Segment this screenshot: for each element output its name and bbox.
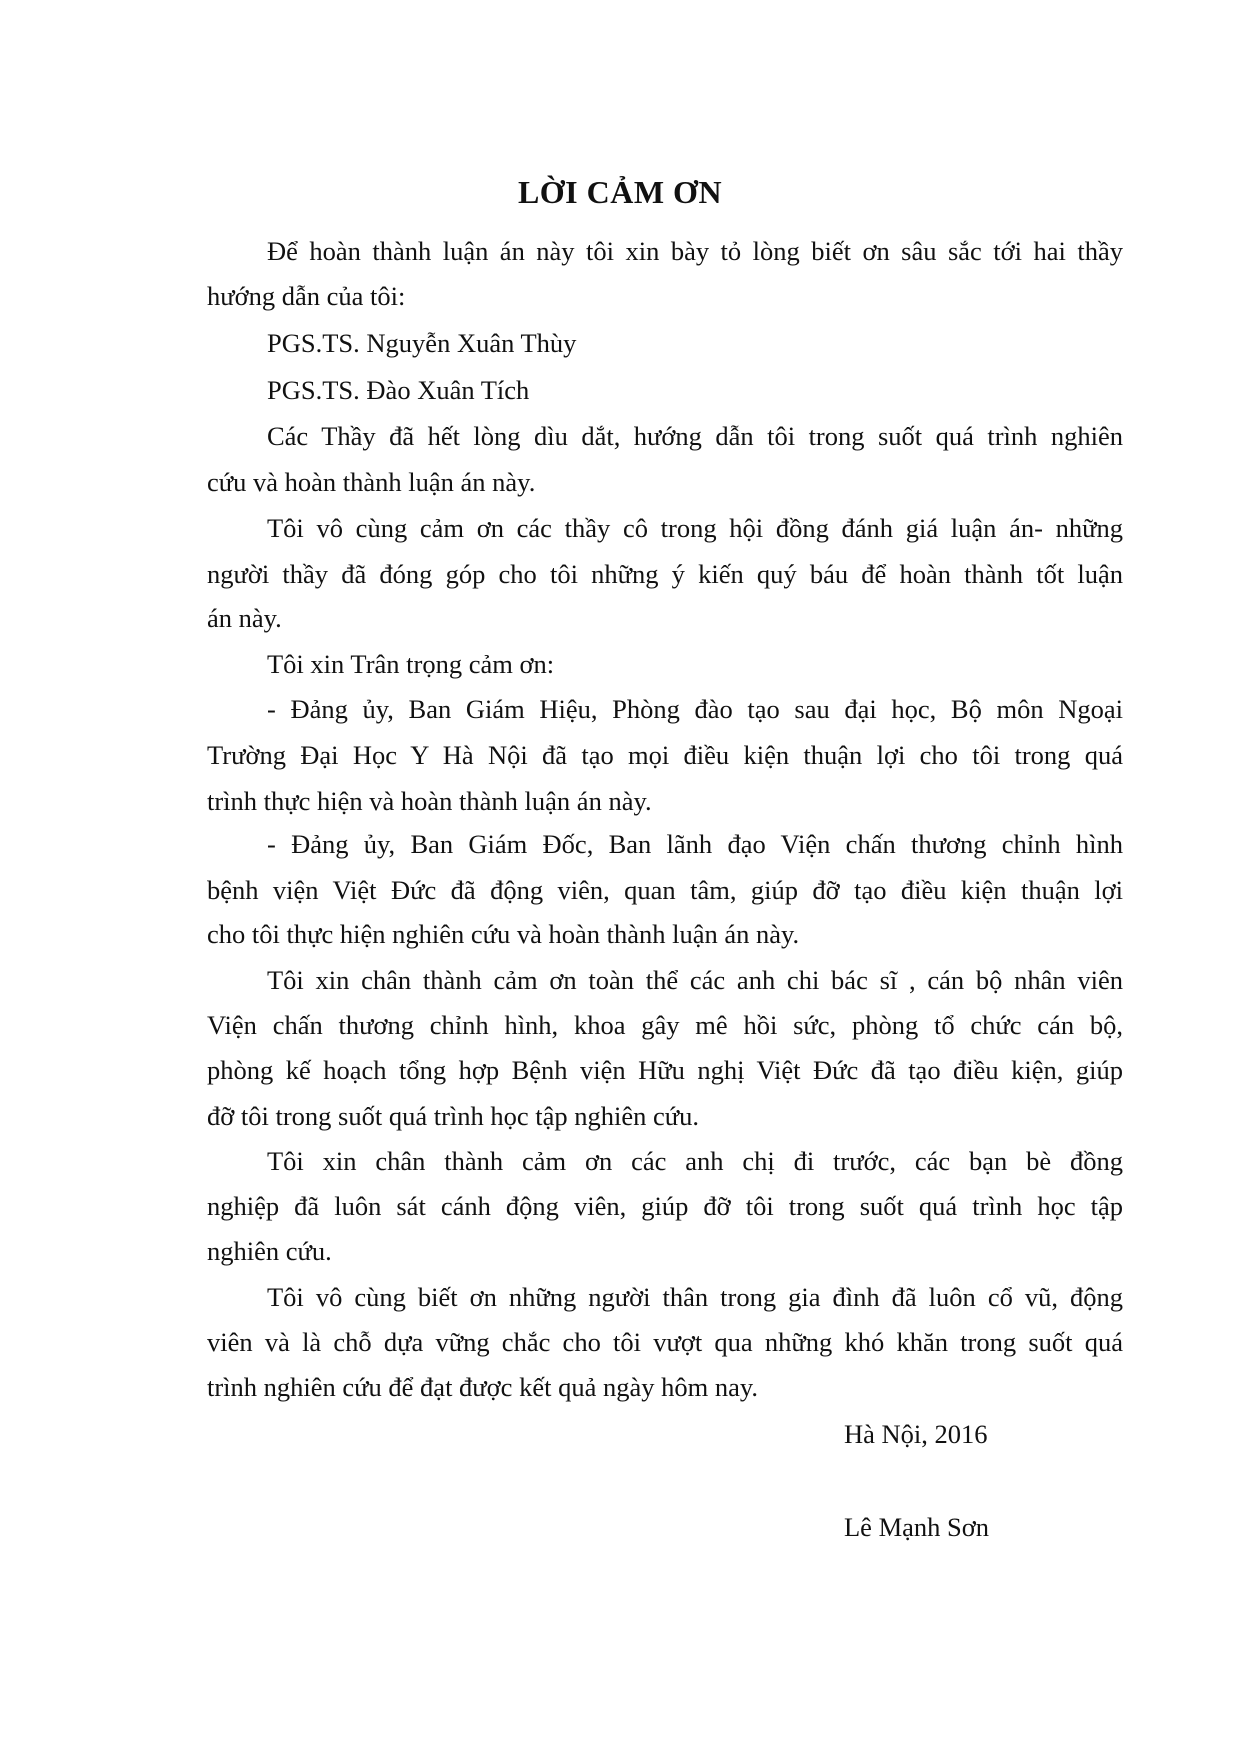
paragraph-line: Tôi xin chân thành cảm ơn các anh chị đi trước, các bạn bè đồng	[267, 1146, 1123, 1176]
paragraph-line: Viện chấn thương chỉnh hình, khoa gây mê hồi sức, phòng tổ chức cán bộ,	[207, 1010, 1123, 1040]
paragraph-line: Tôi xin Trân trọng cảm ơn:	[267, 649, 555, 679]
page-title: LỜI CẢM ƠN	[517, 174, 723, 210]
paragraph-line: Tôi vô cùng biết ơn những người thân trong gia đình đã luôn cổ vũ, động	[267, 1282, 1123, 1312]
paragraph-line: trình nghiên cứu để đạt được kết quả ngày hôm nay.	[207, 1372, 759, 1402]
paragraph-line: án này.	[207, 603, 282, 633]
paragraph-line: phòng kế hoạch tổng hợp Bệnh viện Hữu nghị Việt Đức đã tạo điều kiện, giúp	[207, 1055, 1123, 1085]
paragraph-line: Trường Đại Học Y Hà Nội đã tạo mọi điều kiện thuận lợi cho tôi trong quá	[207, 740, 1123, 770]
paragraph-line: nghiên cứu.	[207, 1236, 332, 1266]
paragraph-line: Tôi vô cùng cảm ơn các thầy cô trong hội đồng đánh giá luận án- những	[267, 513, 1123, 543]
paragraph-line: Để hoàn thành luận án này tôi xin bày tỏ lòng biết ơn sâu sắc tới hai thầy	[267, 236, 1123, 266]
paragraph-line: - Đảng ủy, Ban Giám Đốc, Ban lãnh đạo Viện chấn thương chỉnh hình	[267, 829, 1123, 859]
paragraph-line: hướng dẫn của tôi:	[207, 281, 406, 311]
paragraph-line: - Đảng ủy, Ban Giám Hiệu, Phòng đào tạo sau đại học, Bộ môn Ngoại	[267, 694, 1123, 724]
paragraph-line: cho tôi thực hiện nghiên cứu và hoàn thành luận án này.	[207, 919, 800, 949]
place-date: Hà Nội, 2016	[844, 1419, 988, 1449]
paragraph-line: trình thực hiện và hoàn thành luận án này.	[207, 786, 652, 816]
paragraph-line: người thầy đã đóng góp cho tôi những ý kiến quý báu để hoàn thành tốt luận	[207, 559, 1123, 589]
paragraph-line: viên và là chỗ dựa vững chắc cho tôi vượt qua những khó khăn trong suốt quá	[207, 1327, 1123, 1357]
paragraph-line: bệnh viện Việt Đức đã động viên, quan tâm, giúp đỡ tạo điều kiện thuận lợi	[207, 875, 1123, 905]
paragraph-line: Các Thầy đã hết lòng dìu dắt, hướng dẫn tôi trong suốt quá trình nghiên	[267, 421, 1123, 451]
paragraph-line: cứu và hoàn thành luận án này.	[207, 467, 536, 497]
paragraph-line: Tôi xin chân thành cảm ơn toàn thể các anh chi bác sĩ , cán bộ nhân viên	[267, 965, 1123, 995]
advisor-name: PGS.TS. Nguyễn Xuân Thùy	[267, 328, 577, 358]
paragraph-line: đỡ tôi trong suốt quá trình học tập nghiên cứu.	[207, 1101, 700, 1131]
paragraph-line: nghiệp đã luôn sát cánh động viên, giúp đỡ tôi trong suốt quá trình học tập	[207, 1191, 1123, 1221]
author-name: Lê Mạnh Sơn	[844, 1512, 990, 1542]
advisor-name: PGS.TS. Đào Xuân Tích	[267, 375, 530, 405]
